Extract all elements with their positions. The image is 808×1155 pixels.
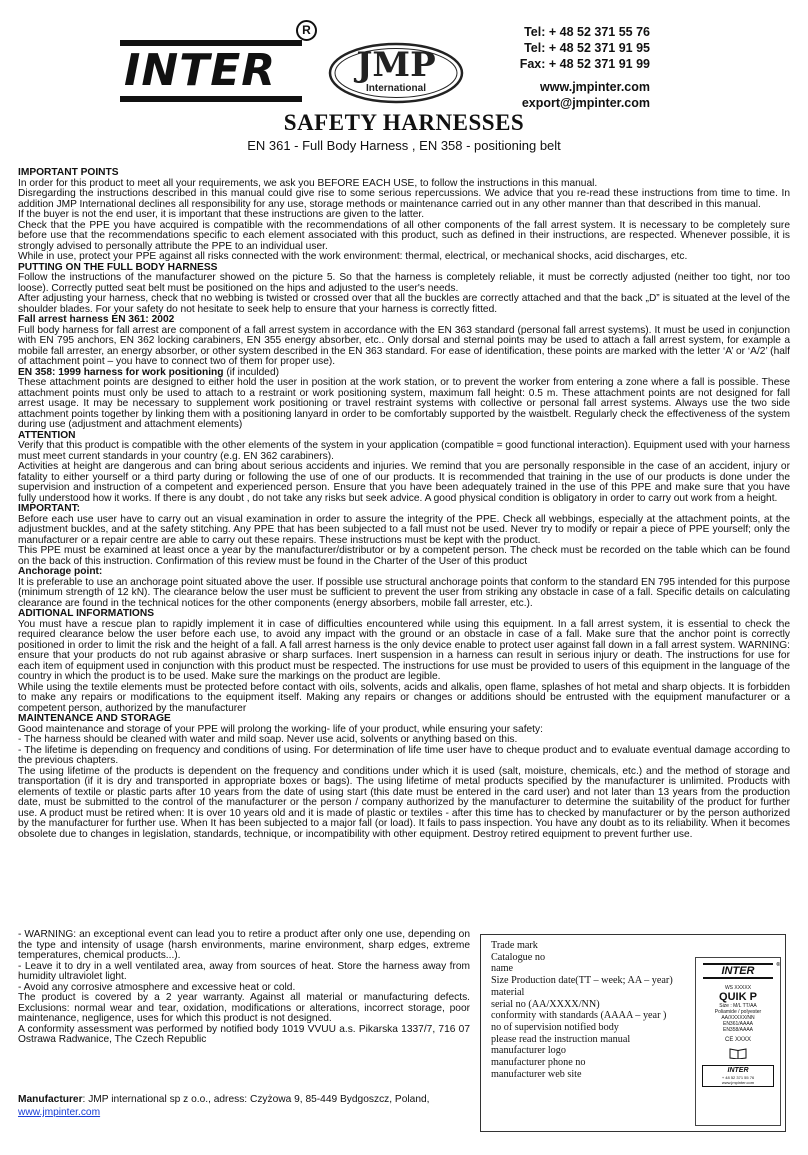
label-footer-logo: INTER [727, 1067, 749, 1074]
paragraph: A conformity assessment was performed by notified body 1019 VVUU a.s. Pikarska 1337/7, 716 07 Ostrawa Radwanice, The Czech Republic [18, 1023, 470, 1045]
heading-anchorage: Anchorage point: [18, 566, 103, 577]
paragraph: Follow the instructions of the manufacturer showed on the picture 5. So that the harness is completely reliable, it must be correctly adjusted (neither too tight, nor too loose). Correctly putted seat belt must be positioned on the hips and adjusted to the user's needs. [18, 272, 790, 294]
paragraph: - Avoid any corrosive atmosphere and excessive heat or cold. [18, 981, 296, 993]
instructions-body [18, 168, 790, 840]
paragraph: You must have a rescue plan to rapidly implement it in case of difficulties encountered while using this equipment. In a fall arrest system, it is essential to check the required clearance below the user before each use, to avoid any impact with the ground or an obstacle in case of a fall. Make sure that the anchor point is correctly positioned in order to limit the risk and the height of a fall. A fall arrest harness is the only device enable to protect user against fall down in a fall arrest system. WARNING: ensure that your products do not rub against abrasive or sharp surfaces. Inert suspension in a harness can result in serious injury or death. The instructions for use for each item of equipment used in conjunction with this product must be respected. The instructions for use must be provided to users of this equipment in the language of the country in which the product is to be used. Make sure the markings on the product are legible. [18, 618, 790, 682]
heading-important: IMPORTANT: [18, 503, 81, 514]
label-manufacturer-footer [702, 1065, 774, 1087]
manufacturer-label: Manufacturer [18, 1094, 83, 1105]
paragraph: - Leave it to dry in a well ventilated area, away from sources of heat. Store the harness away from humidity ultraviolet light. [18, 960, 470, 982]
jmp-logo-subtext: International [365, 83, 426, 94]
paragraph: In order for this product to meet all your requirements, we ask you BEFORE EACH USE, to follow the instructions in this manual. [18, 177, 598, 189]
label-size: Size : M/L TT/AA [719, 1003, 757, 1009]
instruction-manual-icon [729, 1047, 747, 1059]
label-catalogue-no: WS XXXXX [724, 985, 752, 991]
registered-mark-icon: R [296, 20, 317, 41]
paragraph: These attachment points are designed to either hold the user in position at the work station, or to prevent the worker from entering a zone where a fall is possible. These attachment points must only be used to attach to a restraint or work positioning system, maximum fall height: 0.5 m. These attachment points are not designed for fall arrest usage. It may be necessary to supplement work positioning or travel restraint systems with collective or personal fall arrest systems. Always use the two side attachment points together by linking them with a positioning lanyard in order to be comfortably supported by the waistbelt. Regularly check the effectiveness of the system during use (adjustment and attachment elements) [18, 377, 790, 430]
label-inter-logo [703, 962, 780, 979]
document-subtitle: EN 361 - Full Body Harness , EN 358 - positioning belt [247, 138, 561, 153]
label-serial: AA/XXXXX/NN [721, 1015, 755, 1021]
paragraph: Check that the PPE you have acquired is compatible with the recommendations of all other components of the fall arrest system. It is necessary to be completely sure before use that the recommendations specific to each element associated with this product, such as defined in their instructions, are respected. Whenever possible, it is strongly advised to personally attribute the PPE to an individual user. [18, 219, 790, 252]
label-logo-text: INTER [721, 965, 755, 977]
marking-legend-item: name [491, 963, 514, 975]
marking-legend-item: Trade mark [491, 940, 538, 951]
marking-legend-item: material [491, 986, 525, 998]
contact-block [520, 24, 650, 111]
marking-legend-item: conformity with standards (AAAA – year ) [491, 1010, 667, 1022]
heading-putting-on: PUTTING ON THE FULL BODY HARNESS [18, 261, 218, 273]
paragraph: Before each use user have to carry out an visual examination in order to assure the integrity of the PPE. Check all webbings, especially at the attachment points, at the adjustment buckles, and at the safety stitching. Any PPE that has been subjected to a fall must not be used. Never try to modify or repair a piece of PPE yourself; only the manufacturer or a repair centre are able to carry out these repairs. These instructions must be kept with the product. [18, 513, 790, 546]
paragraph: After adjusting your harness, check that no webbing is twisted or crossed over that all the buckles are correctly attached and that the back „D” is situated at the level of the shoulder blades. For your safety do not hesitate to seek help to ensure that your harness is correctly fitted. [18, 293, 790, 315]
contact-spacer [520, 72, 650, 79]
label-standard-2: EN358/AAAA [722, 1027, 754, 1033]
marking-legend-item: no of supervision notified body [491, 1021, 619, 1033]
paragraph: This PPE must be examined at least once a year by the manufacturer/distributor or by a competent person. The check must be recorded on the table which can be found on the back of this instruction. Confirmation of this review must be found in the Charter of the User of this product [18, 545, 790, 567]
paragraph: Good maintenance and storage of your PPE will prolong the working- life of your product, while ensuring your safety: [18, 723, 543, 735]
paragraph: The product is covered by a 2 year warranty. Against all material or manufacturing defects. Exclusions: normal wear and tear, oxidation, modifications or alterations, incorrect storage, poor maintenance, negligence, uses for which this product is not designed. [18, 992, 470, 1024]
paragraph: - The lifetime is depending on frequency and conditions of using. For determination of life time user have to cheque product and to evaluate eventual damage according to the previous chapters. [18, 744, 790, 766]
paragraph: Full body harness for fall arrest are component of a fall arrest system in accordance with the EN 363 standard (personal fall arrest systems). It must be used in conjunction with EN 795 anchors, EN 362 locking carabiners, EN 355 energy absorber, etc.. Only dorsal and sternal points may be used to attach a fall arrest system, for example a mobile fall arrester, an energy absorber, or other system described in the EN 363 standard. For ease of identification, these points are marked with the letter ‘A’ or ‘A/2’ (half of attachment point – you have to connect two of them for proper use). [18, 324, 790, 367]
paragraph: - The harness should be cleaned with water and mild soap. Never use acid, solvents or anything based on this. [18, 734, 518, 745]
contact-tel-2: Tel: + 48 52 371 91 95 [524, 41, 650, 55]
product-label-sample [695, 957, 781, 1126]
heading-attention: ATTENTION [18, 429, 76, 441]
jmp-logo-text: JMP [356, 45, 436, 85]
manufacturer-address: : JMP international sp z o.o., adress: Czyżowa 9, 85-449 Bydgoszcz, Poland, [82, 1094, 430, 1105]
label-product-name: QUIK P [719, 991, 757, 1003]
logo-bar-bottom [120, 96, 302, 102]
lower-left-text [18, 930, 470, 1046]
product-marking-box [480, 934, 786, 1132]
contact-web[interactable]: www.jmpinter.com [540, 80, 650, 94]
manufacturer-website-link[interactable]: www.jmpinter.com [18, 1107, 101, 1118]
marking-legend-item: manufacturer logo [491, 1045, 566, 1057]
manufacturer-block [18, 1093, 470, 1119]
heading-maintenance: MAINTENANCE AND STORAGE [18, 713, 171, 724]
heading-aditional: ADITIONAL INFORMATIONS [18, 608, 155, 619]
contact-fax: Fax: + 48 52 371 91 99 [519, 57, 650, 71]
document-title: SAFETY HARNESSES [283, 110, 525, 135]
paragraph: Disregarding the instructions described in this manual could give rise to some serious repercussions. We advice that you re-read these instructions from time to time. In addition JMP International declines all responsibility for any use, storage methods or maintenance carried out in any other manner than that described in this manual. [18, 188, 790, 210]
label-standard-1: EN361/AAAA [722, 1021, 754, 1027]
marking-legend-list [491, 940, 673, 1080]
paragraph: The using lifetime of the products is dependent on the frequency and conditions under which it is used (salt, moisture, chemicals, etc.) and the method of storage and transportation (if it is dry and transported in appropriate boxes or bags). The using lifetime of metal products specified by the manufacturer is unlimited. Products with elements of textile or plastic parts after 10 years from the date of using start (this date must be entered in the card user) and not later than 13 years from the production date, must be submitted to the control of the manufacturer or the person / company authorized by the manufacturer to determine the suitability of the product for further use. A product must be retired when: It is over 10 years old and it is made of plastic or textiles - after this time has to checked by manufacturer or by the person authorized by the manufacturer for further use. When It has been subjected to a major fall (or load). It fails to pass inspection. You have any doubt as to its reliability. When it becomes obsolete due to changes in legislation, standards, technique, or incompatibility with other equipment. Destroy retired equipment to prevent further use. [18, 765, 790, 840]
registered-mark-icon: ® [776, 962, 780, 968]
marking-legend-item: serial no (AA/XXXX/NN) [491, 998, 600, 1010]
label-footer-web: www.jmpinter.com [721, 1080, 755, 1085]
inter-logo [120, 23, 311, 108]
inter-logo-text: INTER [124, 45, 277, 96]
marking-legend-item: Size Production date(TT – week; AA – year) [491, 975, 673, 987]
heading-en358: EN 358: 1999 harness for work positioning [18, 366, 224, 378]
contact-email[interactable]: export@jmpinter.com [521, 96, 650, 110]
label-ce-mark: CE XXXX [724, 1037, 751, 1043]
label-footer-phone: + 48 52 371 55 76 [721, 1075, 755, 1080]
marking-legend-item: manufacturer phone no [491, 1057, 586, 1069]
jmp-international-logo [328, 42, 464, 104]
paragraph: - WARNING: an exceptional event can lead you to retire a product after only one use, depending on the type and intensity of usage (harsh environments, marine environment, sharp edges, extreme temperatures, chemical products...). [18, 929, 470, 961]
paragraph: While using the textile elements must be protected before contact with oils, solvents, acids and alkalis, open flame, splashes of hot metal and sharp objects. It is forbidden to make any repairs or modifications to the equipment itself. Making any repairs or changes or additions should be entrusted with the equipment manufacturer or a competent person, authorized by the manufacturer [18, 681, 790, 714]
paragraph: Verify that this product is compatible with the other elements of the system in your application (compatible = good functional interaction). Equipment used with your harness must meet current standards in your country (e.g. EN 362 carabiners). [18, 440, 790, 462]
marking-legend-item: Catalogue no [491, 951, 546, 963]
paragraph: While in use, protect your PPE against all risks connected with the work environment: thermal, electrical, or mechanical shocks, acid discharges, etc. [18, 251, 688, 262]
paragraph: It is preferable to use an anchorage point situated above the user. If possible use structural anchorage points that conform to the standard EN 795 intended for this purpose (minimum strength of 12 kN). The clearance below the user must be sufficient to prevent the user from striking any obstacle in case of a fall. Specific details on calculating clearance are found in the technical notices for the other components (energy absorbers, mobile fall arrester, etc.). [18, 576, 790, 609]
marking-legend-item: please read the instruction manual [491, 1033, 631, 1045]
heading-important-points: IMPORTANT POINTS [18, 167, 119, 178]
paragraph: Activities at height are dangerous and can bring about serious accidents and injuries. We remind that you are personally responsible in the case of an accident, injury or fatality to either yourself or a third party during or following the use of one of our products. It is recommended that training in the use of our products is done under the supervision and instruction of a competent and experienced person. Ensure that you have been adequately trained in the use of this PPE and make sure that you have fully understood how it works. If there is any doubt , do not take any risks but seek advice. A good physical condition is obligatory in order to carry out work from a height. [18, 461, 790, 504]
label-material: Poliamide / polyester [714, 1009, 762, 1015]
paragraph: If the buyer is not the end user, it is important that these instructions are given to the latter. [18, 209, 425, 220]
heading-en358-suffix: (if inculded) [223, 366, 280, 378]
contact-tel-1: Tel: + 48 52 371 55 76 [524, 25, 650, 39]
document-header [0, 0, 808, 115]
heading-en361: Fall arrest harness EN 361: 2002 [18, 314, 175, 325]
marking-legend-item: manufacturer web site [491, 1068, 582, 1080]
